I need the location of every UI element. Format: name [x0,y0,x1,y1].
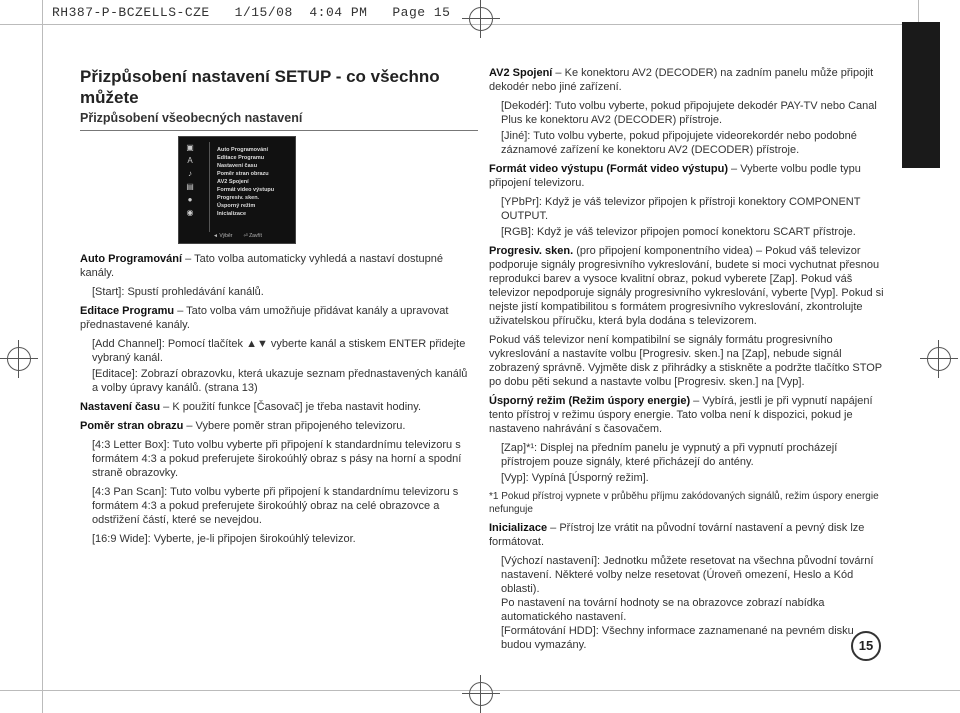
aspect-text: – Vybere poměr stran připojeného televizoru. [183,420,406,432]
decoder-option: [Dekodér]: Tuto volbu vyberte, pokud připojujete dekodér PAY-TV nebo Canal Plus ke konektoru AV2 (DECODER) přístroje. [501,100,877,126]
registration-mark-left [0,340,38,378]
edit-program-term: Editace Programu [80,305,175,317]
trim-line-left [42,0,43,713]
menu-item: Poměr stran obrazu [217,171,269,177]
language-icon: A [187,156,193,165]
section-tab [902,22,940,168]
page-title [80,66,480,108]
add-channel-option: [Add Channel]: Pomocí tlačítek ▲▼ vyberte kanál a stiskem ENTER přidejte vybraný kanál. [92,338,466,364]
factory-option: [Výchozí nastavení]: Jednotku můžete resetovat na všechna původní tovární nastavení. Některé volby nelze resetovat (Úroveň omezení, Heslo a Kód oblasti). [501,555,874,595]
lock-icon: ▤ [186,182,194,191]
init-term: Inicializace [489,522,548,534]
video-format-term: Formát video výstupu (Formát video výstupu) [489,163,728,175]
clock-term: Nastavení času [80,401,161,413]
factory-note: Po nastavení na tovární hodnoty se na obrazovce zobrazí nabídka automatického nastavení. [501,597,825,623]
clock-text: – K použití funkce [Časovač] je třeba nastavit hodiny. [160,401,421,413]
menu-item: Progresiv. sken. [217,195,260,201]
progressive-note: Pokud váš televizor není kompatibilní se signály formátu progresivního vykreslování a nastavíte volbu [Progresiv. sken.] na [Zap], nebude signál zobrazený správně. Vyjměte disk z přihrádky a stiskněte a podržte tlačítko STOP po dobu pěti sekund a nastavte volbu [Progresiv. sken.] na [Vyp]. [489,334,882,388]
auto-program-term: Auto Programování [80,253,183,265]
menu-item: Úsporný režim [217,203,256,209]
aspect-para [80,419,476,433]
menu-icon-column [183,143,201,221]
ypbpr-option: [YPbPr]: Když je váš televizor připojen k přístroji konektory COMPONENT OUTPUT. [501,196,861,222]
av2-term: AV2 Spojení [489,67,553,79]
progressive-text: (pro připojení komponentního videa) – Pokud váš televizor podporuje signály progresivního vykreslování, budete si moci vychutnat přesnou reprodukci barev a vysoce kvalitní obraz, pokud vyberete [Zap]. Pokud váš televizor nepodporuje signály progresivního vykreslování, vyberte [Vyp]. Pokud si nejste jistí kompatibilitou s formátem progresivního vykreslování, zkontrolujte uživatelskou příručku, která byla dodána s televizorem. [489,245,884,327]
title-divider [80,130,478,131]
auto-program-para [80,252,476,280]
other-option: [Jiné]: Tuto volbu vyberte, pokud připojujete videorekordér nebo podobné záznamové zařízení ke konektoru AV2 (DECODER) přístroje. [501,130,857,156]
menu-item: Nastavení času [217,163,258,169]
video-format-para [489,162,885,190]
footer-close: ⏎ Zavřít [243,233,262,239]
registration-mark-top [462,0,500,38]
menu-item: Inicializace [217,211,247,217]
menu-item: Auto Programování [217,147,269,153]
title-line-2: můžete [80,88,139,107]
right-column [489,66,885,657]
registration-mark-bottom [462,675,500,713]
eco-text: – Vybírá, jestli je při vypnutí napájení tento přístroj v režimu úspory energie. Tato volba není k dispozici, pokud je nastaveno nahrávání s časovačem. [489,395,873,435]
print-time: 4:04 PM [309,5,368,20]
menu-list [217,146,274,218]
setup-menu-screenshot [178,136,296,244]
doc-code: RH387-P-BCZELLS-CZE [52,5,210,20]
menu-item: AV2 Spojení [217,179,249,185]
panscan-option: [4:3 Pan Scan]: Tuto volbu vyberte při připojení k standardnímu televizoru s formátem 4:3 a pokud preferujete širokoúhlý obraz na celé obrazovce a odstřižení částí, které se nevejdou. [92,486,459,526]
print-page: Page 15 [392,5,451,20]
hdd-option: [Formátování HDD]: Všechny informace zaznamenané na pevném disku budou vymazány. [501,625,854,651]
footnote: *1 Pokud přístroj vypnete v průběhu příjmu zakódovaných signálů, režim úspory energie nefunguje [489,491,879,515]
audio-icon: ♪ [188,169,192,178]
progressive-term: Progresiv. sken. [489,245,574,257]
menu-divider [209,142,210,232]
eco-off-option: [Vyp]: Vypíná [Úsporný režim]. [501,472,649,484]
left-column [80,252,476,551]
trim-line-right [918,0,919,22]
eco-para [489,394,885,436]
wide-option: [16:9 Wide]: Vyberte, je-li připojen širokoúhlý televizor. [92,533,356,545]
menu-item: Formát video výstupu [217,187,275,193]
aspect-term: Poměr stran obrazu [80,420,184,432]
registration-mark-right [920,340,958,378]
title-line-1: Přizpůsobení nastavení SETUP - co všechno [80,67,440,86]
edit-program-para [80,304,476,332]
auto-program-text: – Tato volba automaticky vyhledá a nastaví dostupné kanály. [80,253,443,279]
av2-para [489,66,885,94]
eco-term: Úsporný režim (Režim úspory energie) [489,395,691,407]
print-header [52,5,450,20]
disc-icon: ◉ [186,208,194,217]
page-subtitle: Přizpůsobení všeobecných nastavení [80,111,303,125]
menu-footer [213,233,262,239]
trim-line-top [0,24,902,25]
progressive-para [489,244,885,328]
page-number: 15 [851,631,881,661]
record-icon: ● [187,195,193,204]
menu-item: Editace Programu [217,155,265,161]
av2-text: – Ke konektoru AV2 (DECODER) na zadním panelu může připojit dekodér nebo jiné zařízení. [489,67,874,93]
footer-select: ◄ Výběr [213,233,233,239]
tv-icon: ▣ [186,143,194,152]
rgb-option: [RGB]: Když je váš televizor připojen pomocí konektoru SCART přístroje. [501,226,856,238]
clock-para [80,400,476,414]
print-date: 1/15/08 [234,5,293,20]
init-text: – Přístroj lze vrátit na původní tovární nastavení a pevný disk lze formátovat. [489,522,865,548]
editace-option: [Editace]: Zobrazí obrazovku, která ukazuje seznam přednastavených kanálů a volby úpravy kanálů. (strana 13) [92,368,468,394]
eco-on-option: [Zap]*¹: Displej na předním panelu je vypnutý a při vypnutí procházejí přístrojem pouze signály, které přicházejí do antény. [501,442,838,468]
video-format-text: – Vyberte volbu podle typu připojení televizoru. [489,163,861,189]
edit-program-text: – Tato volba vám umožňuje přidávat kanály a upravovat přednastavené kanály. [80,305,449,331]
init-para [489,521,885,549]
letterbox-option: [4:3 Letter Box]: Tuto volbu vyberte při připojení k standardnímu televizoru s formátem 4:3 a pokud preferujete širokoúhlý obraz s pásy na horní a spodní straně obrazovky. [92,439,462,479]
start-option: [Start]: Spustí prohledávání kanálů. [92,286,264,298]
